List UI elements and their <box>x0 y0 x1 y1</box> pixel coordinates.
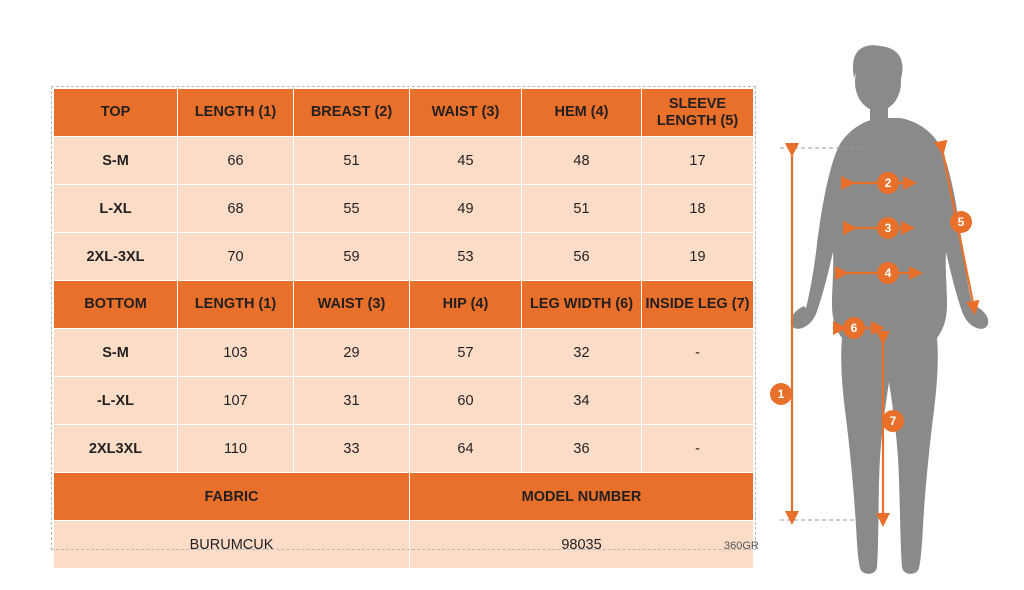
footer-value-model-number: 98035 <box>410 521 754 569</box>
column-header-waist-3-bottom: WAIST (3) <box>294 281 410 329</box>
cell-top-l-xl-sleeve: 18 <box>642 185 754 233</box>
cell-top-l-xl-hem: 51 <box>522 185 642 233</box>
row-label-bottom-s-m: S-M <box>54 329 178 377</box>
row-label-top-l-xl: L-XL <box>54 185 178 233</box>
cell-top-l-xl-length: 68 <box>178 185 294 233</box>
cell-bottom-s-m-inside-leg: - <box>642 329 754 377</box>
row-label-bottom-l-xl: -L-XL <box>54 377 178 425</box>
cell-bottom-2xl-3xl-leg-width: 36 <box>522 425 642 473</box>
column-header-hem-4: HEM (4) <box>522 89 642 137</box>
badge-hip: 4 <box>877 262 899 284</box>
badge-waist: 3 <box>877 217 899 239</box>
badge-breast: 2 <box>877 172 899 194</box>
cell-top-s-m-hem: 48 <box>522 137 642 185</box>
column-header-length-1-bottom: LENGTH (1) <box>178 281 294 329</box>
row-label-top-2xl-3xl: 2XL-3XL <box>54 233 178 281</box>
cell-bottom-s-m-waist: 29 <box>294 329 410 377</box>
column-header-waist-3: WAIST (3) <box>410 89 522 137</box>
row-label-bottom-2xl-3xl: 2XL3XL <box>54 425 178 473</box>
badge-leg-width: 6 <box>843 317 865 339</box>
cell-top-2xl-3xl-sleeve: 19 <box>642 233 754 281</box>
table-header-row-bottom <box>54 281 754 329</box>
cell-bottom-l-xl-waist: 31 <box>294 377 410 425</box>
cell-bottom-l-xl-inside-leg <box>642 377 754 425</box>
cell-top-s-m-waist: 45 <box>410 137 522 185</box>
column-header-hip-4: HIP (4) <box>410 281 522 329</box>
cell-bottom-l-xl-hip: 60 <box>410 377 522 425</box>
cell-bottom-s-m-length: 103 <box>178 329 294 377</box>
cell-top-2xl-3xl-breast: 59 <box>294 233 410 281</box>
row-label-top-s-m: S-M <box>54 137 178 185</box>
fabric-weight-caption: 360GR <box>724 540 759 552</box>
cell-top-l-xl-breast: 55 <box>294 185 410 233</box>
cell-top-s-m-breast: 51 <box>294 137 410 185</box>
table-row <box>54 233 754 281</box>
table-footer-value-row <box>54 521 754 569</box>
badge-inside-leg: 7 <box>882 410 904 432</box>
column-header-sleeve-length-5: SLEEVE LENGTH (5) <box>642 89 754 137</box>
footer-header-model-number: MODEL NUMBER <box>410 473 754 521</box>
table-row <box>54 137 754 185</box>
column-header-leg-width-6: LEG WIDTH (6) <box>522 281 642 329</box>
table-row <box>54 377 754 425</box>
footer-header-fabric: FABRIC <box>54 473 410 521</box>
cell-top-s-m-sleeve: 17 <box>642 137 754 185</box>
cell-bottom-l-xl-length: 107 <box>178 377 294 425</box>
size-chart-table <box>53 88 754 569</box>
size-chart-table-container <box>53 88 753 569</box>
cell-bottom-2xl-3xl-inside-leg: - <box>642 425 754 473</box>
column-header-bottom: BOTTOM <box>54 281 178 329</box>
badge-sleeve-length: 5 <box>950 211 972 233</box>
cell-top-2xl-3xl-waist: 53 <box>410 233 522 281</box>
column-header-top: TOP <box>54 89 178 137</box>
cell-bottom-2xl-3xl-hip: 64 <box>410 425 522 473</box>
footer-value-fabric: BURUMCUK <box>54 521 410 569</box>
badge-total-length: 1 <box>770 383 792 405</box>
cell-bottom-s-m-leg-width: 32 <box>522 329 642 377</box>
body-silhouette <box>791 45 989 574</box>
cell-top-l-xl-waist: 49 <box>410 185 522 233</box>
cell-top-s-m-length: 66 <box>178 137 294 185</box>
table-row <box>54 425 754 473</box>
column-header-length-1: LENGTH (1) <box>178 89 294 137</box>
column-header-breast-2: BREAST (2) <box>294 89 410 137</box>
cell-bottom-s-m-hip: 57 <box>410 329 522 377</box>
cell-top-2xl-3xl-length: 70 <box>178 233 294 281</box>
cell-bottom-l-xl-leg-width: 34 <box>522 377 642 425</box>
measurement-figure <box>770 20 1020 580</box>
female-body-diagram <box>770 20 1020 580</box>
cell-top-2xl-3xl-hem: 56 <box>522 233 642 281</box>
cell-bottom-2xl-3xl-waist: 33 <box>294 425 410 473</box>
table-row <box>54 329 754 377</box>
table-footer-header-row <box>54 473 754 521</box>
column-header-inside-leg-7: INSIDE LEG (7) <box>642 281 754 329</box>
table-row <box>54 185 754 233</box>
table-header-row-top <box>54 89 754 137</box>
cell-bottom-2xl-3xl-length: 110 <box>178 425 294 473</box>
